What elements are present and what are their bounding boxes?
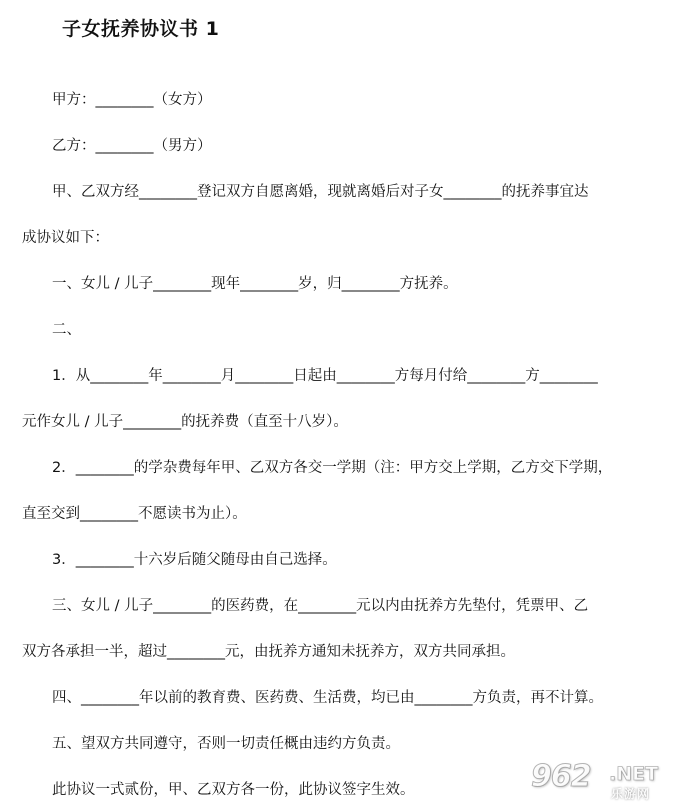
clause-3-continued: 双方各承担一半，超过________元，由抚养方通知未抚养方，双方共同承担。 — [22, 644, 515, 660]
clause-4: 四、________年以前的教育费、医药费、生活费，均已由________方负责，再不计算。 — [52, 690, 603, 706]
closing-line: 此协议一式贰份，甲、乙双方各一份，此协议签字生效。 — [52, 782, 415, 798]
clause-2-item-1: 1．从________年________月________日起由________方每月付给________方________ — [52, 368, 598, 384]
clause-2-item-2: 2．________的学杂费每年甲、乙双方各交一学期（注：甲方交上学期，乙方交下学期， — [52, 460, 613, 476]
watermark-subtitle: 乐游网 — [611, 787, 651, 801]
clause-2-heading: 二、 — [52, 322, 81, 338]
watermark-domain: .NET — [609, 763, 659, 785]
party-b-line: 乙方：________（男方） — [52, 138, 212, 154]
document-title: 子女抚养协议书 1 — [62, 18, 220, 40]
watermark-logo: 962 — [531, 759, 591, 794]
party-a-line: 甲方：________（女方） — [52, 92, 212, 108]
intro-line-continued: 成协议如下： — [22, 230, 109, 246]
site-watermark — [531, 757, 677, 803]
clause-2-item-2-continued: 直至交到________不愿读书为止）。 — [22, 506, 247, 522]
clause-5: 五、望双方共同遵守，否则一切责任概由违约方负责。 — [52, 736, 400, 752]
intro-line: 甲、乙双方经________登记双方自愿离婚，现就离婚后对子女________的抚养事宜达 — [52, 184, 589, 200]
clause-1: 一、女儿 / 儿子________现年________岁，归________方抚养。 — [52, 276, 458, 292]
clause-3: 三、女儿 / 儿子________的医药费，在________元以内由抚养方先垫付，凭票甲、乙 — [52, 598, 589, 614]
clause-2-item-1-continued: 元作女儿 / 儿子________的抚养费（直至十八岁）。 — [22, 414, 348, 430]
clause-2-item-3: 3．________十六岁后随父随母由自己选择。 — [52, 552, 337, 568]
